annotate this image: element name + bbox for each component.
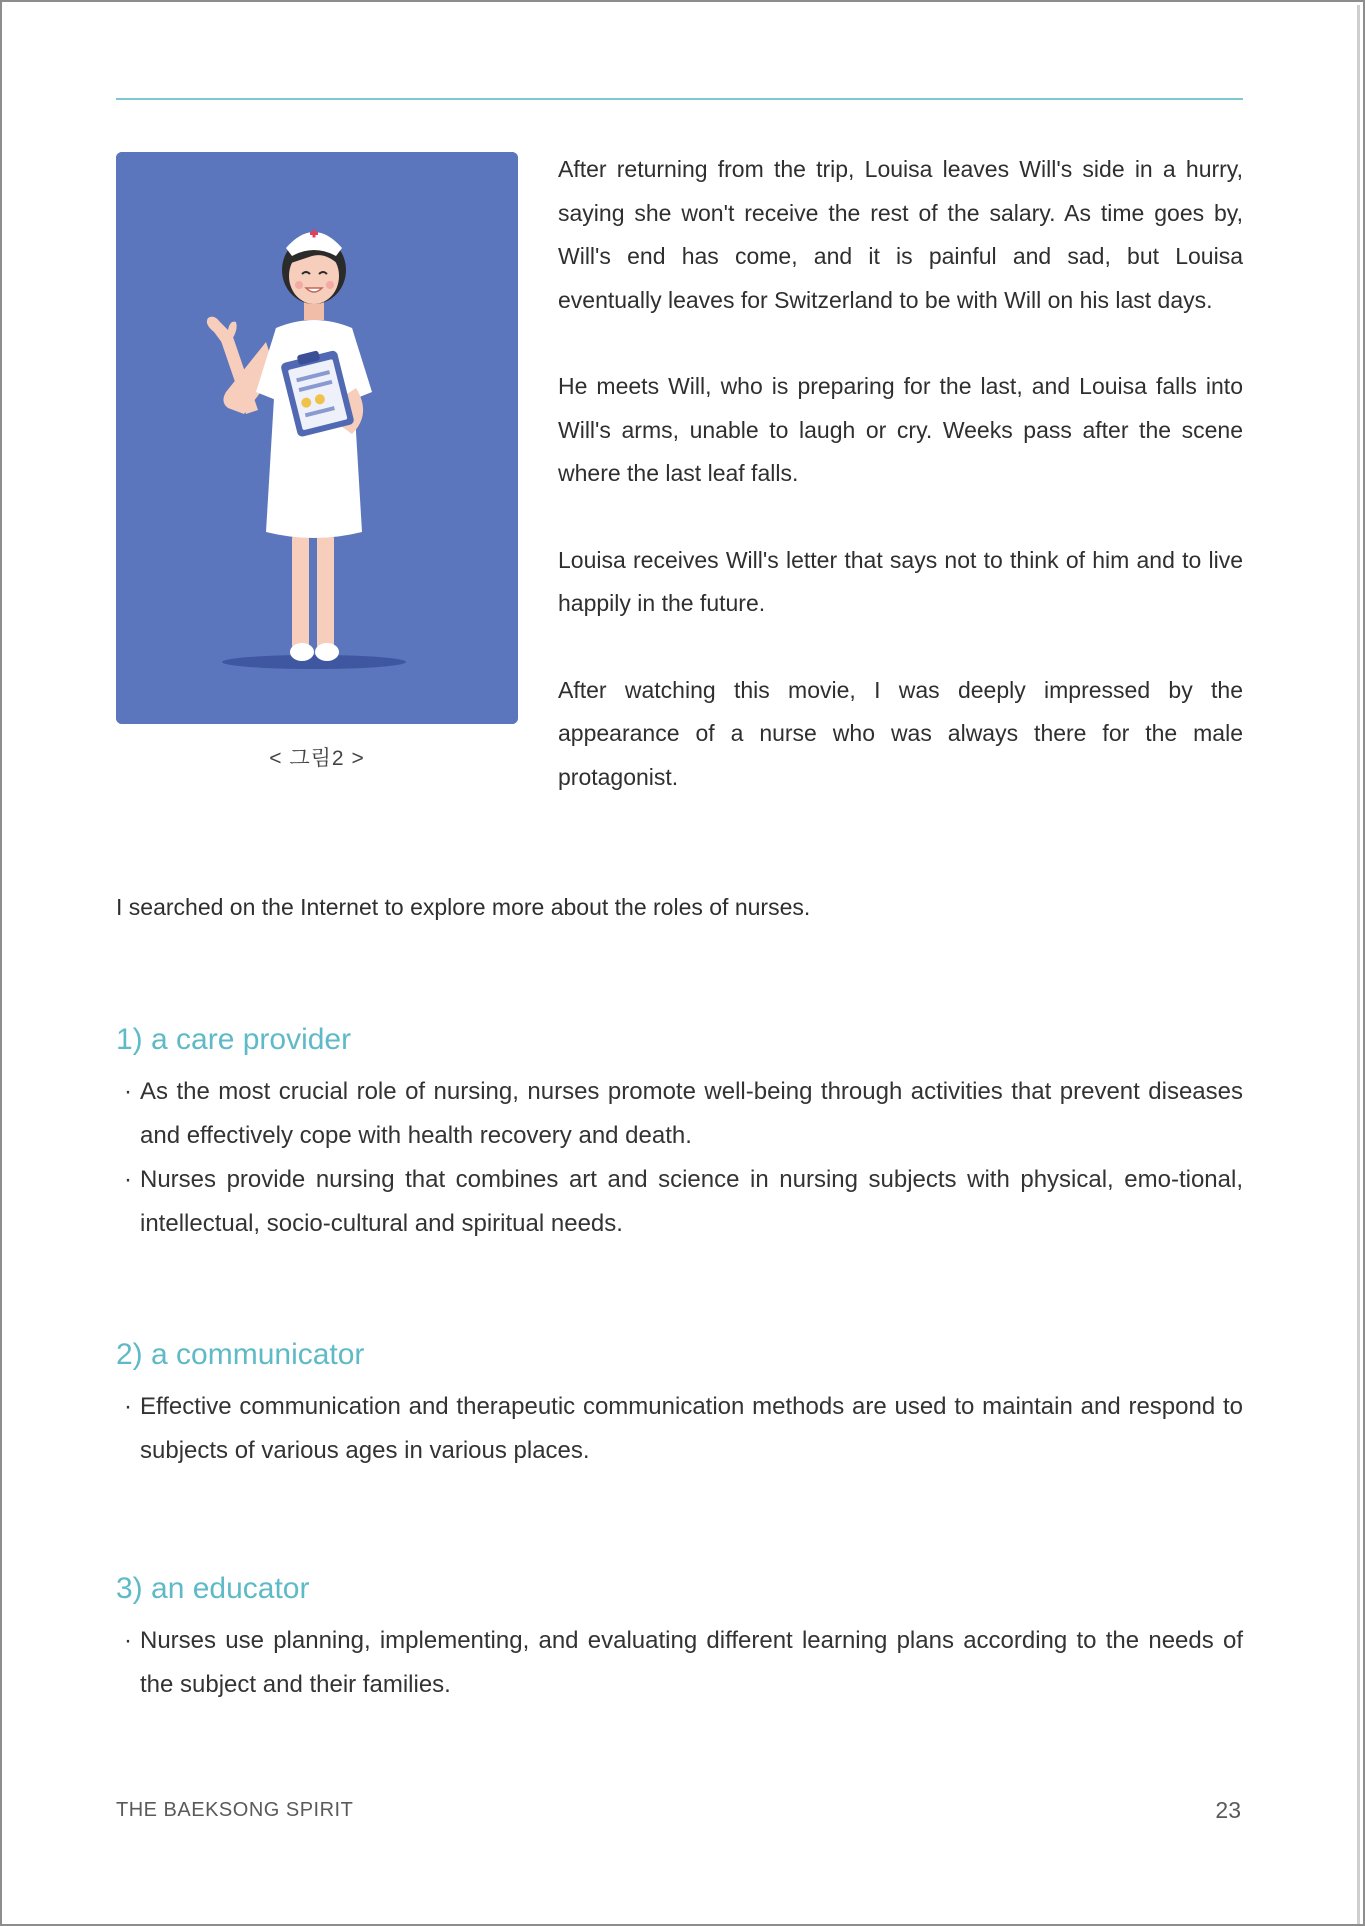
role-bullet: · Nurses use planning, implementing, and evaluating different learning plans according to the needs of the subject and their families. — [116, 1619, 1243, 1707]
role-bullet-list — [116, 1619, 1243, 1707]
nurse-figure-image — [116, 152, 518, 724]
role-heading: 1) a care provider — [116, 1023, 352, 1056]
top-divider — [116, 98, 1243, 100]
role-care-provider — [116, 1020, 1243, 1246]
role-bullet: · Effective communication and therapeutic communication methods are used to maintain and respond to subjects of various ages in various places. — [116, 1385, 1243, 1473]
role-heading: 3) an educator — [116, 1572, 310, 1605]
role-communicator — [116, 1335, 1243, 1473]
role-bullet: · Nurses provide nursing that combines art and science in nursing subjects with physical, emo-tional, intellectual, socio-cultural and spiritual needs. — [116, 1158, 1243, 1246]
story-text — [558, 148, 1243, 842]
role-bullet: · As the most crucial role of nursing, nurses promote well-being through activities that prevent diseases and effectively cope with health recovery and death. — [116, 1070, 1243, 1158]
story-paragraph: After returning from the trip, Louisa leaves Will's side in a hurry, saying she won't receive the rest of the salary. As time goes by, Will's end has come, and it is painful and sad, but Louisa eventually leaves for Switzerland to be with Will on his last days. — [558, 156, 1243, 313]
role-educator — [116, 1569, 1243, 1707]
role-heading: 2) a communicator — [116, 1338, 365, 1371]
intro-sentence: I searched on the Internet to explore more about the roles of nurses. — [116, 894, 811, 920]
page-number: 23 — [1215, 1797, 1241, 1823]
role-bullet-list — [116, 1385, 1243, 1473]
story-paragraph: He meets Will, who is preparing for the last, and Louisa falls into Will's arms, unable to laugh or cry. Weeks pass after the scene where the last leaf falls. — [558, 373, 1243, 486]
footer-publication: THE BAEKSONG SPIRIT — [116, 1799, 354, 1821]
story-paragraph: Louisa receives Will's letter that says not to think of him and to live happily in the future. — [558, 546, 1243, 616]
nurse-illustration — [116, 152, 518, 724]
figure-caption: < 그림2 > — [269, 747, 365, 770]
story-paragraph: After watching this movie, I was deeply impressed by the appearance of a nurse who was always there for the male protagonist. — [558, 676, 1243, 790]
role-bullet-list — [116, 1070, 1243, 1246]
